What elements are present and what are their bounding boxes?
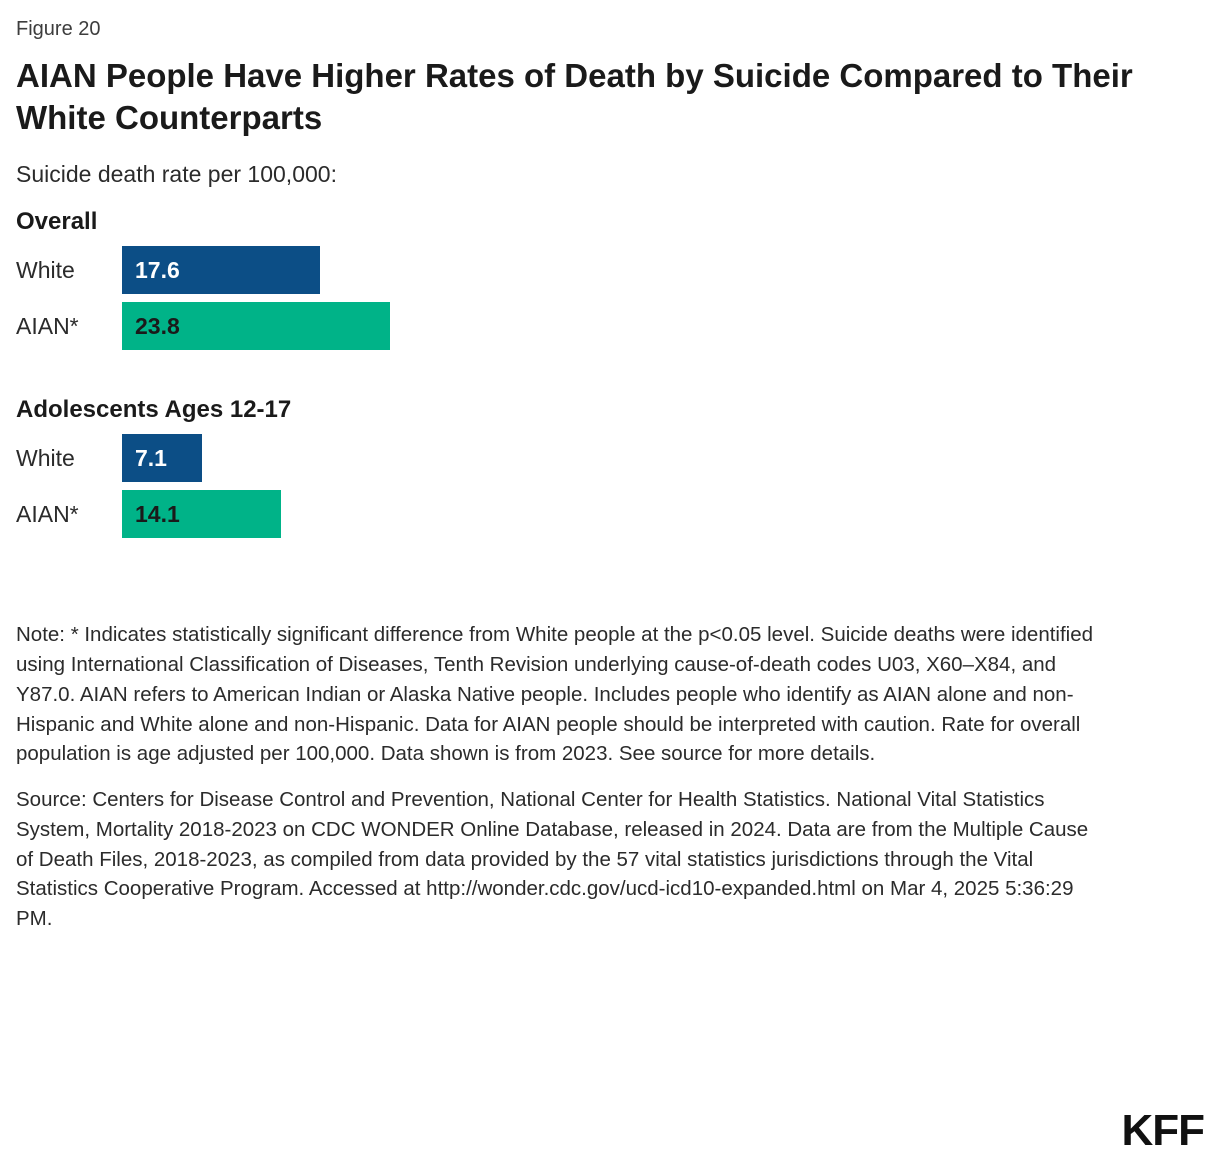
bar-track: [122, 490, 1206, 538]
kff-logo: KFF: [1121, 1106, 1204, 1155]
figure-label: Figure 20: [16, 18, 101, 40]
bar-white-adolescents: [122, 434, 202, 482]
chart-subtitle: Suicide death rate per 100,000:: [16, 161, 337, 188]
chart-note: Note: * Indicates statistically significant difference from White people at the p<0.05 level. Suicide deaths were identified using International Classification of Diseases, Tenth Revision underlying cause-of-death codes U03, X60–X84, and Y87.0. AIAN refers to American Indian or Alaska Native people. Includes people who identify as AIAN alone and non-Hispanic and White alone and non-Hispanic. Data for AIAN people should be interpreted with caution. Rate for overall population is age adjusted per 100,000. Data shown is from 2023. See source for more details.: [16, 623, 1094, 766]
bar-value-label: 23.8: [135, 312, 180, 339]
bar-value-label: 17.6: [135, 256, 180, 283]
footnote-spacer: [14, 546, 1206, 620]
footnotes: [16, 620, 1106, 933]
bar-value-label: 7.1: [135, 444, 167, 471]
bar-category-label: AIAN*: [16, 500, 79, 527]
bar-aian-overall: [122, 302, 390, 350]
group-title-overall: Overall: [16, 208, 98, 236]
bar-white-overall: [122, 246, 320, 294]
bar-category-label: White: [16, 256, 75, 283]
bar-row: [16, 302, 1206, 350]
bar-row: [16, 246, 1206, 294]
group-title-adolescents: Adolescents Ages 12-17: [16, 396, 292, 424]
bar-track: [122, 434, 1206, 482]
bar-category-label: White: [16, 444, 75, 471]
chart-source: Source: Centers for Disease Control and Prevention, National Center for Health Statistics. National Vital Statistics System, Mortality 2018-2023 on CDC WONDER Online Database, released in 2024. Data are from the Multiple Cause of Death Files, 2018-2023, as compiled from data provided by the 57 vital statistics jurisdictions through the Vital Statistics Cooperative Program. Accessed at http://wonder.cdc.gov/ucd-icd10-expanded.html on Mar 4, 2025 5:36:29 PM.: [16, 788, 1089, 930]
bar-value-label: 14.1: [135, 500, 180, 527]
bar-row: [16, 490, 1206, 538]
bar-category-label: AIAN*: [16, 312, 79, 339]
group-spacer: [14, 358, 1206, 396]
page-title: AIAN People Have Higher Rates of Death by Suicide Compared to Their White Counterparts: [16, 57, 1133, 137]
bar-track: [122, 246, 1206, 294]
bar-row: [16, 434, 1206, 482]
bar-aian-adolescents: [122, 490, 281, 538]
bar-track: [122, 302, 1206, 350]
chart-group-overall: [16, 208, 1206, 350]
chart-group-adolescents: [16, 396, 1206, 538]
